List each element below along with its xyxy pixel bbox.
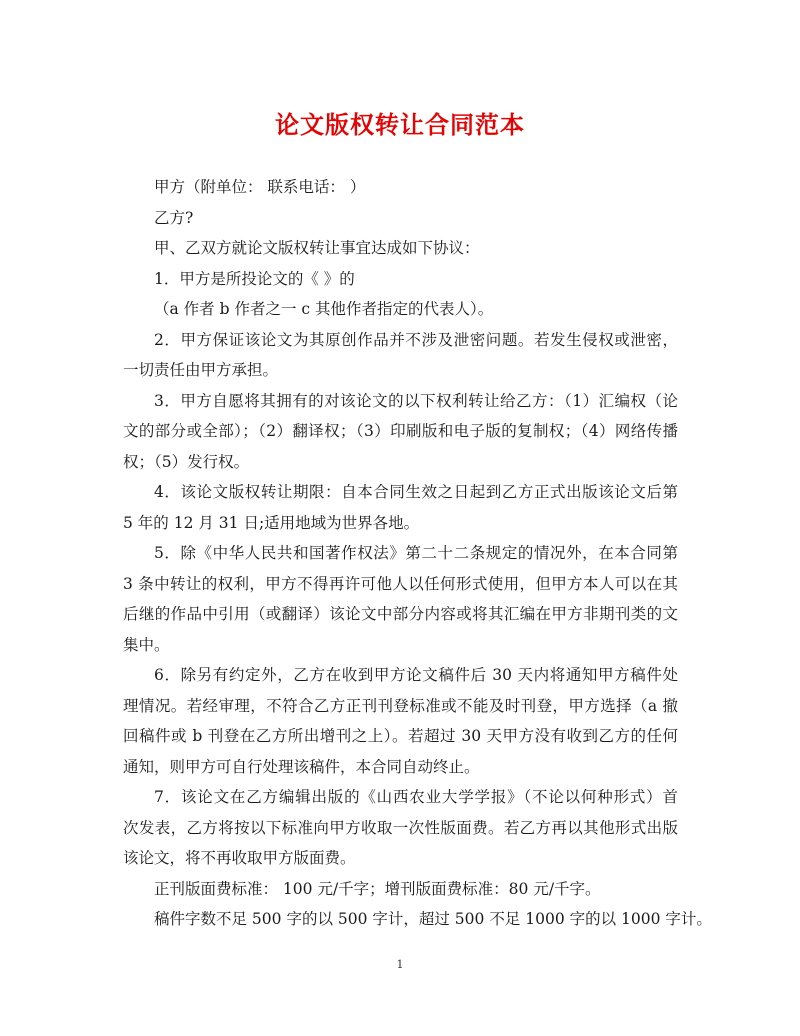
clause-6-line-4: 通知，则甲方可自行处理该稿件，本合同自动终止。 [123, 757, 480, 776]
clause-6-line-2: 理情况。若经审理，不符合乙方正刊刊登标准或不能及时刊登，甲方选择（a 撤 [123, 696, 678, 715]
clause-5-line-4: 集中。 [123, 635, 170, 654]
clause-2-line-1: 2．甲方保证该论文为其原创作品并不涉及泄密问题。若发生侵权或泄密， [154, 330, 678, 349]
party-b-line: 乙方? [154, 208, 194, 227]
document-title: 论文版权转让合同范本 [275, 111, 525, 139]
clause-3-line-2: 文的部分或全部）；（2）翻译权；（3）印刷版和电子版的复制权；（4）网络传播 [123, 422, 678, 440]
clause-3-line-1: 3．甲方自愿将其拥有的对该论文的以下权利转让给乙方：（1）汇编权（论 [154, 391, 678, 410]
clause-3-line-3: 权；（5）发行权。 [123, 452, 250, 471]
word-count-rule-line: 稿件字数不足 500 字的以 500 字计，超过 500 不足 1000 字的以 1000 字计。 [154, 910, 712, 928]
clause-5-line-1: 5．除《中华人民共和国著作权法》第二十二条规定的情况外，在本合同第 [154, 544, 678, 562]
clause-4-line-1: 4．该论文版权转让期限：自本合同生效之日起到乙方正式出版该论文后第 [154, 483, 678, 501]
clause-6-line-3: 回稿件或 b 刊登在乙方所出增刊之上）。若超过 30 天甲方没有收到乙方的任何 [123, 727, 678, 745]
clause-7-line-3: 该论文，将不再收取甲方版面费。 [123, 849, 356, 867]
page-number: 1 [396, 958, 404, 971]
clause-5-line-2: 3 条中转让的权利，甲方不得再许可他人以任何形式使用，但甲方本人可以在其 [123, 574, 678, 593]
document-body [123, 172, 712, 935]
party-a-line: 甲方（附单位： 联系电话： ） [154, 178, 366, 196]
clause-7-line-2: 次发表，乙方将按以下标准向甲方收取一次性版面费。若乙方再以其他形式出版 [123, 818, 678, 837]
clause-2-line-2: 一切责任由甲方承担。 [123, 361, 279, 379]
clause-1-line-2: （a 作者 b 作者之一 c 其他作者指定的代表人）。 [154, 300, 494, 318]
clause-5-line-3: 后继的作品中引用（或翻译）该论文中部分内容或将其汇编在甲方非期刊类的文 [123, 605, 678, 623]
fee-standard-line: 正刊版面费标准： 100 元/千字；增刊版面费标准：80 元/千字。 [154, 879, 601, 898]
clause-1-line-1: 1．甲方是所投论文的《 》的 [154, 269, 355, 288]
clause-6-line-1: 6．除另有约定外，乙方在收到甲方论文稿件后 30 天内将通知甲方稿件处 [154, 666, 678, 684]
clause-4-line-2: 5 年的 12 月 31 日;适用地域为世界各地。 [123, 513, 420, 532]
agreement-intro: 甲、乙双方就论文版权转让事宜达成如下协议： [154, 239, 480, 257]
clause-7-line-1: 7．该论文在乙方编辑出版的《山西农业大学学报》（不论以何种形式）首 [154, 788, 678, 806]
